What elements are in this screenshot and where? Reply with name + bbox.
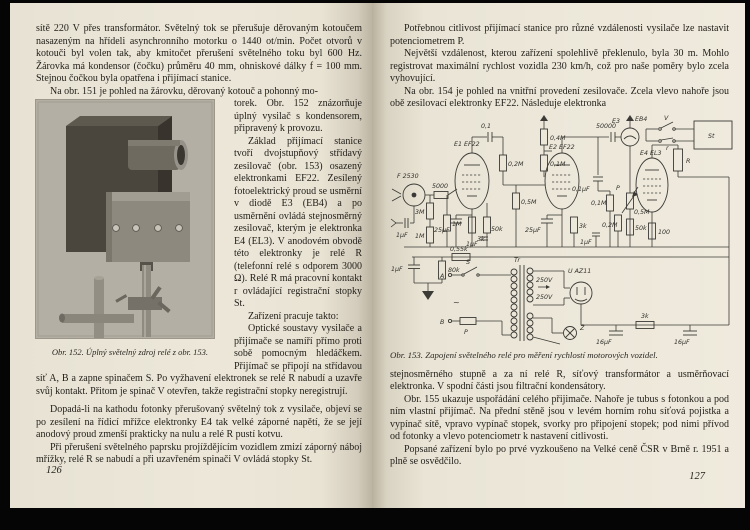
lamp-housing-top [66, 116, 172, 126]
pilot-lamp-label: Ž [580, 324, 585, 332]
potentiometer-P-label: P [616, 184, 620, 192]
resistor-01M-2-label: 0,1M [591, 199, 607, 207]
right-paragraph-2: Největší vzdálenost, kterou zařízení spolehlivě překlenulo, byla 30 m. Mohlo registrovat maximální rychlost vozidla 230 km/h, což pro naše poměry bylo zcela vyhovující. [390, 48, 729, 84]
page-number-right: 127 [689, 471, 705, 482]
tube-E1-label: E1 EF22 [454, 140, 480, 148]
fuse-P [460, 317, 476, 324]
stopwatch-label: St [708, 132, 715, 140]
rectifier-label: U AZ11 [568, 267, 592, 275]
left-column-paragraph-1: torek. Obr. 152 znázorňuje úplný vysilač s kondensorem, připravený k provozu. [234, 98, 362, 134]
left-top-paragraph: sítě 220 V přes transformátor. Světelný tok se přerušuje děrovaným kotoučem nasazeným na hřídeli asynchronního motorku o 1440 ot/min. Počet otvorů v kotouči byl volen tak, aby kmitočet přerušení světelného toku byl 600 Hz. Žárovka má kondensor (čočku) průměru 40 mm, ohniskové dálky f = 100 mm. Stejnou čočkou byla opatřena i přijímací stanice. [36, 23, 362, 84]
resistor-05M-grid-label: 0,5M [521, 198, 537, 206]
left-bottom-paragraph-1: Dopadá-li na kathodu fotonky přerušovaný světelný tok z vysilače, objeví se po zesílení na řídicí mřížce elektronky E4 tak velké záporné napětí, že se její anodový proud zmenší prakticky na nulu a relé R pustí kotvu. [36, 404, 362, 440]
resistor-50k-2-label: 50k [635, 224, 647, 232]
left-bottom-paragraph-2: Při přerušení světelného paprsku projíždějícím vozidlem zmizí záporný náboj mřížky, relé R se nabudí a při uzavřeném spinači V ovládá stopky St. [36, 441, 362, 465]
resistor-02M-1-label: 0,2M [508, 160, 524, 168]
filter-choke-label: 3k [641, 312, 649, 320]
secondary-250V-top-label: 250V [536, 276, 553, 284]
cathode-resistor-E2-label: 3k [579, 222, 587, 230]
figure-152 [36, 100, 224, 358]
potentiometer-value-label: 0,5M [634, 208, 650, 216]
cathode-cap-E1-label: 25μF [434, 226, 450, 234]
coupling-cap-2-label: 0,1μF [572, 185, 590, 193]
resistor-055k-label: 0,55k [450, 245, 468, 253]
photo-light-source-apparatus [36, 100, 214, 338]
left-column-paragraph-3: Zařízení pracuje takto: [248, 310, 339, 322]
figure-153-schematic [384, 115, 738, 348]
resistor-3M-label: 3M [415, 208, 425, 216]
phototube-label: F 2530 [397, 172, 419, 180]
heater-winding [527, 313, 533, 340]
terminal-bolt [155, 225, 162, 232]
pipe-clamp [128, 297, 162, 310]
filter-cap-16uF-1-label: 16μF [596, 338, 612, 346]
resistor-1M-b-label: 1M [452, 220, 462, 228]
relay-R-label: R [686, 157, 691, 165]
diode-E3-label: E3 [612, 117, 620, 125]
terminal-bolt [133, 225, 140, 232]
screen-cap-2-label: 1μF [580, 238, 592, 246]
resistor-3M [427, 203, 434, 219]
stand-pipe [94, 278, 104, 338]
detector-cap-label: 50000 [596, 122, 617, 130]
relay-R-symbol [674, 149, 683, 171]
filter-cap-label: 1μF [391, 265, 403, 273]
diode-E3-symbol [621, 128, 639, 146]
resistor-01M-2 [607, 195, 614, 211]
terminal-B [448, 319, 451, 322]
left-column-paragraph-4: Optické soustavy vysilače a přijímače se namíří přímo proti sobě pomocným hledáčkem. Přijímač se připojí na střídavou síť A, B a zapne spinačem S. Po vyžhavení elektronek se relé R nabudí a uzavře svůj kontakt. Přitom je spinač V otevřen, takže registrační stopky neregistrují. [36, 323, 362, 397]
resistor-50k-1-label: 50k [491, 225, 503, 233]
resistor-04M-label: 0,4M [550, 134, 566, 142]
secondary-winding [527, 268, 533, 302]
figure-152-caption: Obr. 152. Úplný světelný zdroj relé z obr. 153. [51, 347, 209, 357]
resistor-02M-2-label: 0,2M [602, 221, 618, 229]
terminal-A-label: A [440, 272, 445, 280]
cathode-resistor-E2 [571, 217, 578, 233]
resistor-50k-1 [484, 217, 491, 233]
input-cap-label: 1μF [396, 231, 408, 239]
figure-153-caption: Obr. 153. Zapojení světelného relé pro měření rychlostí motorových vozidel. [390, 349, 658, 360]
ac-symbol: ~ [453, 297, 460, 307]
switch-V-label: V [664, 114, 669, 122]
right-paragraph-1: Potřebnou citlivost přijímací stanice pro různé vzdálenosti vysilače lze nastavit potenciometrem P. [390, 23, 729, 47]
tube-E2-label: E2 EF22 [549, 143, 575, 151]
right-paragraph-5: Obr. 155 ukazuje uspořádání celého přijimače. Nahoře je tubus s fotonkou a pod ním vlastní přijímač. Na přední stěně jsou v levém horním rohu síťová pojistka a vypínač sítě, vpravo vypínač stopek, svorky pro připojení stopek; pod nimi přívod od fotonky a vlevo potenciometr k nastavení citlivosti. [390, 393, 729, 442]
switch-S-label: S [466, 258, 470, 266]
lens-opening [177, 145, 185, 165]
cathode-resistor-E1-label: 3k [477, 235, 485, 243]
resistor-80k-label: 80k [448, 266, 460, 274]
resistor-05M-grid [513, 193, 520, 209]
filter-cap-16uF-2-label: 16μF [674, 338, 690, 346]
tube-E4-symbol [636, 158, 668, 212]
grid-resistor-label: 5000 [432, 182, 449, 190]
primary-winding [511, 269, 517, 338]
resistor-01M-screen-label: 0,1M [550, 160, 566, 168]
left-column-paragraph-2: Základ přijímací stanice tvoří dvojstupňový střídavý zesilovač (obr. 153) osazený elektronkami EF22. Zesílený fotoelektrický proud se usměrní v diodě E3 (EB4) a po usměrnění ovládá stejnosměrný zesilovač, kterým je elektronka E4 (EL3). V anodovém obvodě této elektronky je relé R (telefonní relé s odporem 3000 Ω). Relé R má pracovní kontakt r ovládající registrační stopky St. [234, 135, 362, 309]
diode-EB4-label: EB4 [635, 115, 648, 123]
coupling-cap-1-label: 0,1 [481, 122, 492, 130]
cathode-resistor-E4-label: 100 [658, 228, 671, 236]
right-paragraph-3: Na obr. 154 je pohled na vnitřní provedení zesilovače. Zcela vlevo nahoře jsou obě zesilovací elektronky EF22. Následuje elektronka [390, 85, 729, 109]
resistor-1M-a [427, 227, 434, 243]
book-page-right [372, 3, 745, 508]
page-number-left: 126 [46, 465, 62, 476]
circuit-diagram [384, 115, 738, 348]
terminal-B-label: B [440, 318, 445, 326]
transformer-label: Tr [514, 256, 520, 264]
resistor-1M-a-label: 1M [415, 232, 425, 240]
resistor-02M-1 [500, 155, 507, 171]
terminal-bolt [113, 225, 120, 232]
horizontal-pipe [62, 314, 134, 323]
grid-resistor [434, 191, 448, 198]
contact-r-label: r [666, 144, 669, 152]
cathode-cap-E2-label: 25μF [525, 226, 541, 234]
book-page-left [10, 3, 372, 508]
screen-cap-1-label: 1μF [466, 240, 478, 248]
left-top-paragraph-2: Na obr. 151 je pohled na žárovku, děrovaný kotouč a pohonný mo- [50, 85, 318, 97]
tube-E4-label: E4 EL3 [640, 149, 662, 157]
secondary-250V-bottom-label: 250V [536, 293, 553, 301]
fuse-P-label: P [464, 328, 468, 336]
right-paragraph-4: stejnosměrného stupně a za ní relé R, síťový transformátor a usměrňovací elektronka. V spodní části jsou filtrační kondensátory. [390, 368, 729, 392]
resistor-04M [541, 129, 548, 145]
photo-illustration [36, 100, 214, 338]
right-paragraph-6: Popsané zařízení bylo po prvé vyzkoušeno na Velké ceně ČSR v Brně r. 1951 a plně se osvědčilo. [390, 443, 729, 467]
tube-E1-symbol [455, 153, 489, 209]
terminal-bolt [176, 225, 183, 232]
